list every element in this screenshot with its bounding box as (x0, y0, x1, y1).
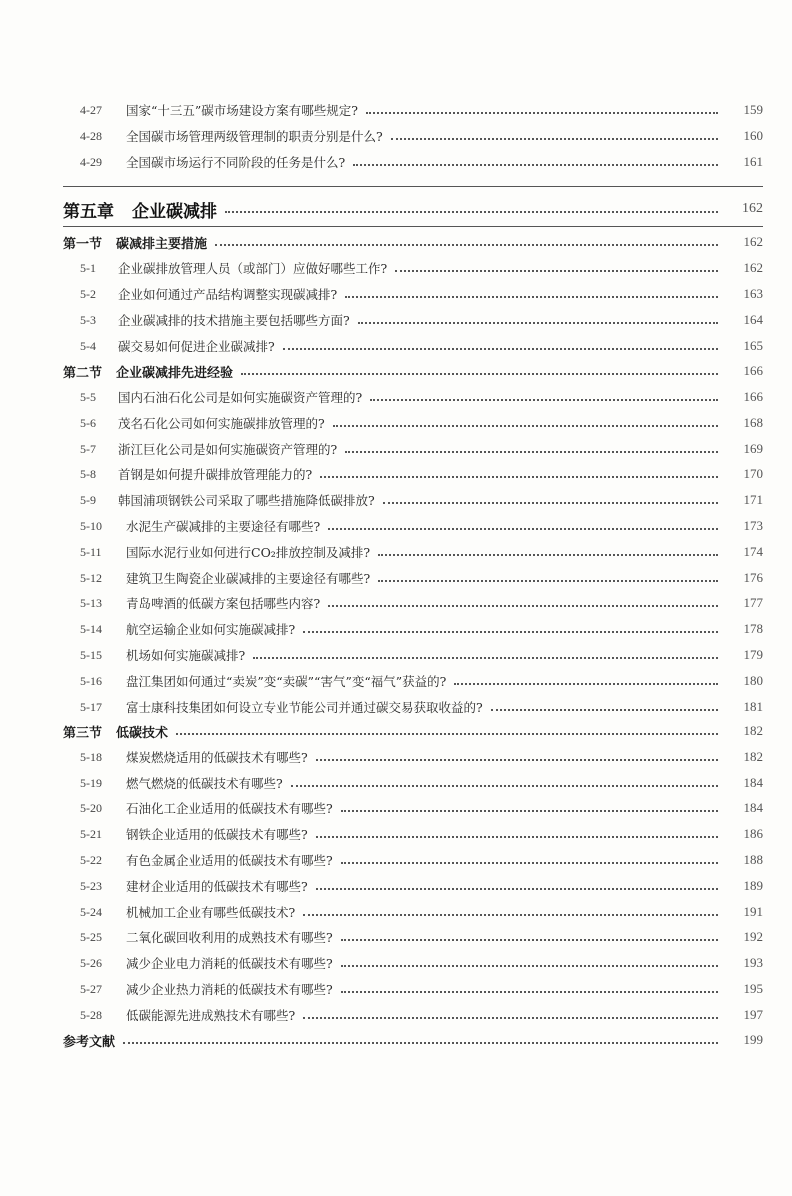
entry-number: 5-17 (80, 699, 102, 714)
section-label: 第三节 (63, 725, 103, 741)
entry-title: 国内石油石化公司是如何实施碳资产管理的? (118, 390, 363, 405)
entry-number: 5-5 (80, 389, 96, 404)
dot-leader (378, 580, 718, 582)
dot-leader (370, 399, 718, 401)
entry-page: 195 (743, 981, 763, 996)
entry-title: 航空运输企业如何实施碳减排? (126, 622, 296, 637)
entry-title: 碳交易如何促进企业碳减排? (118, 339, 275, 354)
toc-entry[interactable] (0, 489, 792, 511)
toc-entry[interactable] (0, 567, 792, 589)
toc-entry[interactable] (0, 797, 792, 819)
entry-page: 176 (743, 570, 763, 585)
dot-leader (328, 605, 718, 607)
entry-page: 184 (743, 800, 763, 815)
entry-page: 170 (743, 466, 763, 481)
section-heading-2[interactable] (0, 360, 792, 382)
dot-leader (176, 733, 718, 735)
entry-title: 建筑卫生陶瓷企业碳减排的主要途径有哪些? (126, 571, 371, 586)
dot-leader (316, 888, 718, 890)
section-title: 低碳技术 (116, 725, 169, 741)
dot-leader (291, 785, 718, 787)
entry-title: 国际水泥行业如何进行CO₂排放控制及减排? (126, 545, 371, 560)
entry-page: 171 (743, 492, 763, 507)
entry-title: 企业如何通过产品结构调整实现碳减排? (118, 287, 338, 302)
entry-number: 5-3 (80, 312, 96, 327)
toc-entry[interactable] (0, 926, 792, 948)
entry-title: 二氧化碳回收利用的成熟技术有哪些? (126, 930, 333, 945)
entry-page: 159 (743, 102, 763, 117)
entry-number: 5-19 (80, 775, 102, 790)
dot-leader (391, 138, 718, 140)
entry-title: 国家“十三五”碳市场建设方案有哪些规定? (126, 103, 358, 118)
entry-number: 5-2 (80, 286, 96, 301)
entry-number: 5-1 (80, 260, 96, 275)
toc-entry[interactable] (0, 283, 792, 305)
entry-number: 5-7 (80, 441, 96, 456)
dot-leader (333, 425, 718, 427)
entry-page: 179 (743, 647, 763, 662)
entry-title: 煤炭燃烧适用的低碳技术有哪些? (126, 750, 308, 765)
toc-entry-4-28[interactable] (0, 125, 792, 147)
toc-entry[interactable] (0, 823, 792, 845)
dot-leader (341, 965, 718, 967)
entry-title: 低碳能源先进成熟技术有哪些? (126, 1008, 296, 1023)
entry-title: 企业碳排放管理人员（或部门）应做好哪些工作? (118, 261, 388, 276)
entry-title: 全国碳市场管理两级管理制的职责分别是什么? (126, 129, 383, 144)
entry-title: 茂名石化公司如何实施碳排放管理的? (118, 416, 325, 431)
dot-leader (225, 211, 718, 213)
entry-title: 青岛啤酒的低碳方案包括哪些内容? (126, 596, 321, 611)
entry-number: 5-15 (80, 647, 102, 662)
entry-title: 水泥生产碳减排的主要途径有哪些? (126, 519, 321, 534)
entry-page: 173 (743, 518, 763, 533)
toc-entry[interactable] (0, 849, 792, 871)
section-title: 企业碳减排先进经验 (116, 365, 234, 381)
dot-leader (303, 1017, 718, 1019)
entry-title: 企业碳减排的技术措施主要包括哪些方面? (118, 313, 350, 328)
dot-leader (283, 348, 718, 350)
entry-title: 首钢是如何提升碳排放管理能力的? (118, 467, 313, 482)
dot-leader (320, 476, 718, 478)
dot-leader (215, 244, 718, 246)
dot-leader (341, 810, 718, 812)
entry-page: 163 (743, 286, 763, 301)
entry-number: 5-10 (80, 518, 102, 533)
entry-title: 全国碳市场运行不同阶段的任务是什么? (126, 155, 346, 170)
dot-leader (328, 528, 718, 530)
entry-page: 166 (743, 389, 763, 404)
toc-entry[interactable] (0, 309, 792, 331)
section-page: 162 (743, 234, 763, 249)
entry-page: 191 (743, 904, 763, 919)
entry-title: 燃气燃烧的低碳技术有哪些? (126, 776, 283, 791)
entry-number: 4-29 (80, 154, 102, 169)
chapter-top-rule (63, 186, 763, 187)
toc-entry[interactable] (0, 412, 792, 434)
entry-page: 189 (743, 878, 763, 893)
entry-page: 165 (743, 338, 763, 353)
entry-page: 181 (743, 699, 763, 714)
toc-entry[interactable] (0, 386, 792, 408)
entry-number: 5-26 (80, 955, 102, 970)
dot-leader (341, 991, 718, 993)
dot-leader (316, 759, 718, 761)
chapter-heading[interactable] (0, 196, 792, 222)
entry-page: 184 (743, 775, 763, 790)
entry-number: 5-13 (80, 595, 102, 610)
toc-entry[interactable] (0, 515, 792, 537)
toc-entry[interactable] (0, 901, 792, 923)
entry-page: 160 (743, 128, 763, 143)
entry-page: 197 (743, 1007, 763, 1022)
entry-number: 5-28 (80, 1007, 102, 1022)
entry-number: 5-24 (80, 904, 102, 919)
entry-title: 钢铁企业适用的低碳技术有哪些? (126, 827, 308, 842)
chapter-title: 企业碳减排 (132, 201, 217, 222)
dot-leader (395, 270, 718, 272)
entry-title: 石油化工企业适用的低碳技术有哪些? (126, 801, 333, 816)
entry-number: 5-22 (80, 852, 102, 867)
toc-entry[interactable] (0, 335, 792, 357)
dot-leader (454, 683, 718, 685)
entry-title: 机场如何实施碳减排? (126, 648, 246, 663)
dot-leader (341, 939, 718, 941)
entry-number: 4-28 (80, 128, 102, 143)
entry-number: 5-9 (80, 492, 96, 507)
toc-entry[interactable] (0, 670, 792, 692)
entry-page: 164 (743, 312, 763, 327)
entry-page: 178 (743, 621, 763, 636)
entry-number: 5-6 (80, 415, 96, 430)
toc-entry[interactable] (0, 746, 792, 768)
entry-title: 浙江巨化公司是如何实施碳资产管理的? (118, 442, 338, 457)
entry-page: 192 (743, 929, 763, 944)
section-label: 第一节 (63, 236, 103, 252)
entry-title: 建材企业适用的低碳技术有哪些? (126, 879, 308, 894)
entry-page: 186 (743, 826, 763, 841)
entry-page: 177 (743, 595, 763, 610)
entry-number: 5-16 (80, 673, 102, 688)
toc-entry[interactable] (0, 772, 792, 794)
entry-page: 188 (743, 852, 763, 867)
toc-entry[interactable] (0, 438, 792, 460)
dot-leader (123, 1042, 718, 1044)
dot-leader (303, 631, 718, 633)
entry-title: 减少企业热力消耗的低碳技术有哪些? (126, 982, 333, 997)
dot-leader (345, 296, 718, 298)
dot-leader (316, 836, 718, 838)
dot-leader (378, 554, 718, 556)
entry-number: 5-4 (80, 338, 96, 353)
dot-leader (241, 373, 718, 375)
section-page: 182 (743, 723, 763, 738)
entry-title: 盘江集团如何通过“卖炭”变“卖碳”“害气”变“福气”获益的? (126, 674, 447, 689)
toc-entry[interactable] (0, 618, 792, 640)
toc-entry[interactable] (0, 592, 792, 614)
toc-entry[interactable] (0, 875, 792, 897)
toc-entry[interactable] (0, 257, 792, 279)
entry-title: 机械加工企业有哪些低碳技术? (126, 905, 296, 920)
entry-title: 富士康科技集团如何设立专业节能公司并通过碳交易获取收益的? (126, 700, 483, 715)
toc-entry[interactable] (0, 644, 792, 666)
entry-number: 5-25 (80, 929, 102, 944)
entry-page: 193 (743, 955, 763, 970)
entry-number: 5-18 (80, 749, 102, 764)
chapter-bottom-rule (63, 226, 763, 227)
entry-number: 4-27 (80, 102, 102, 117)
entry-number: 5-23 (80, 878, 102, 893)
dot-leader (345, 451, 718, 453)
dot-leader (358, 322, 718, 324)
dot-leader (353, 164, 718, 166)
chapter-page: 162 (742, 201, 763, 216)
toc-entry[interactable] (0, 541, 792, 563)
dot-leader (383, 502, 718, 504)
entry-title: 有色金属企业适用的低碳技术有哪些? (126, 853, 333, 868)
entry-page: 182 (743, 749, 763, 764)
entry-title: 减少企业电力消耗的低碳技术有哪些? (126, 956, 333, 971)
section-page: 166 (743, 363, 763, 378)
entry-page: 162 (743, 260, 763, 275)
entry-page: 169 (743, 441, 763, 456)
references-entry[interactable] (0, 1029, 792, 1051)
toc-entry[interactable] (0, 952, 792, 974)
toc-entry[interactable] (0, 696, 792, 718)
entry-page: 168 (743, 415, 763, 430)
entry-page: 174 (743, 544, 763, 559)
toc-entry[interactable] (0, 1004, 792, 1026)
entry-page: 161 (743, 154, 763, 169)
dot-leader (303, 914, 718, 916)
entry-title: 韩国浦项钢铁公司采取了哪些措施降低碳排放? (118, 493, 375, 508)
dot-leader (253, 657, 718, 659)
dot-leader (341, 862, 718, 864)
entry-number: 5-27 (80, 981, 102, 996)
entry-page: 180 (743, 673, 763, 688)
entry-number: 5-20 (80, 800, 102, 815)
section-label: 第二节 (63, 365, 103, 381)
entry-number: 5-11 (80, 544, 102, 559)
section-heading-3[interactable] (0, 720, 792, 742)
entry-number: 5-21 (80, 826, 102, 841)
entry-number: 5-8 (80, 466, 96, 481)
toc-entry[interactable] (0, 463, 792, 485)
entry-number: 5-12 (80, 570, 102, 585)
section-heading-1[interactable] (0, 231, 792, 253)
references-page: 199 (743, 1032, 763, 1047)
dot-leader (366, 112, 718, 114)
toc-entry-4-27[interactable] (0, 99, 792, 121)
toc-entry-4-29[interactable] (0, 151, 792, 173)
chapter-label: 第五章 (63, 201, 114, 222)
references-title: 参考文献 (63, 1034, 116, 1050)
section-title: 碳减排主要措施 (116, 236, 208, 252)
entry-number: 5-14 (80, 621, 102, 636)
toc-entry[interactable] (0, 978, 792, 1000)
dot-leader (491, 709, 718, 711)
